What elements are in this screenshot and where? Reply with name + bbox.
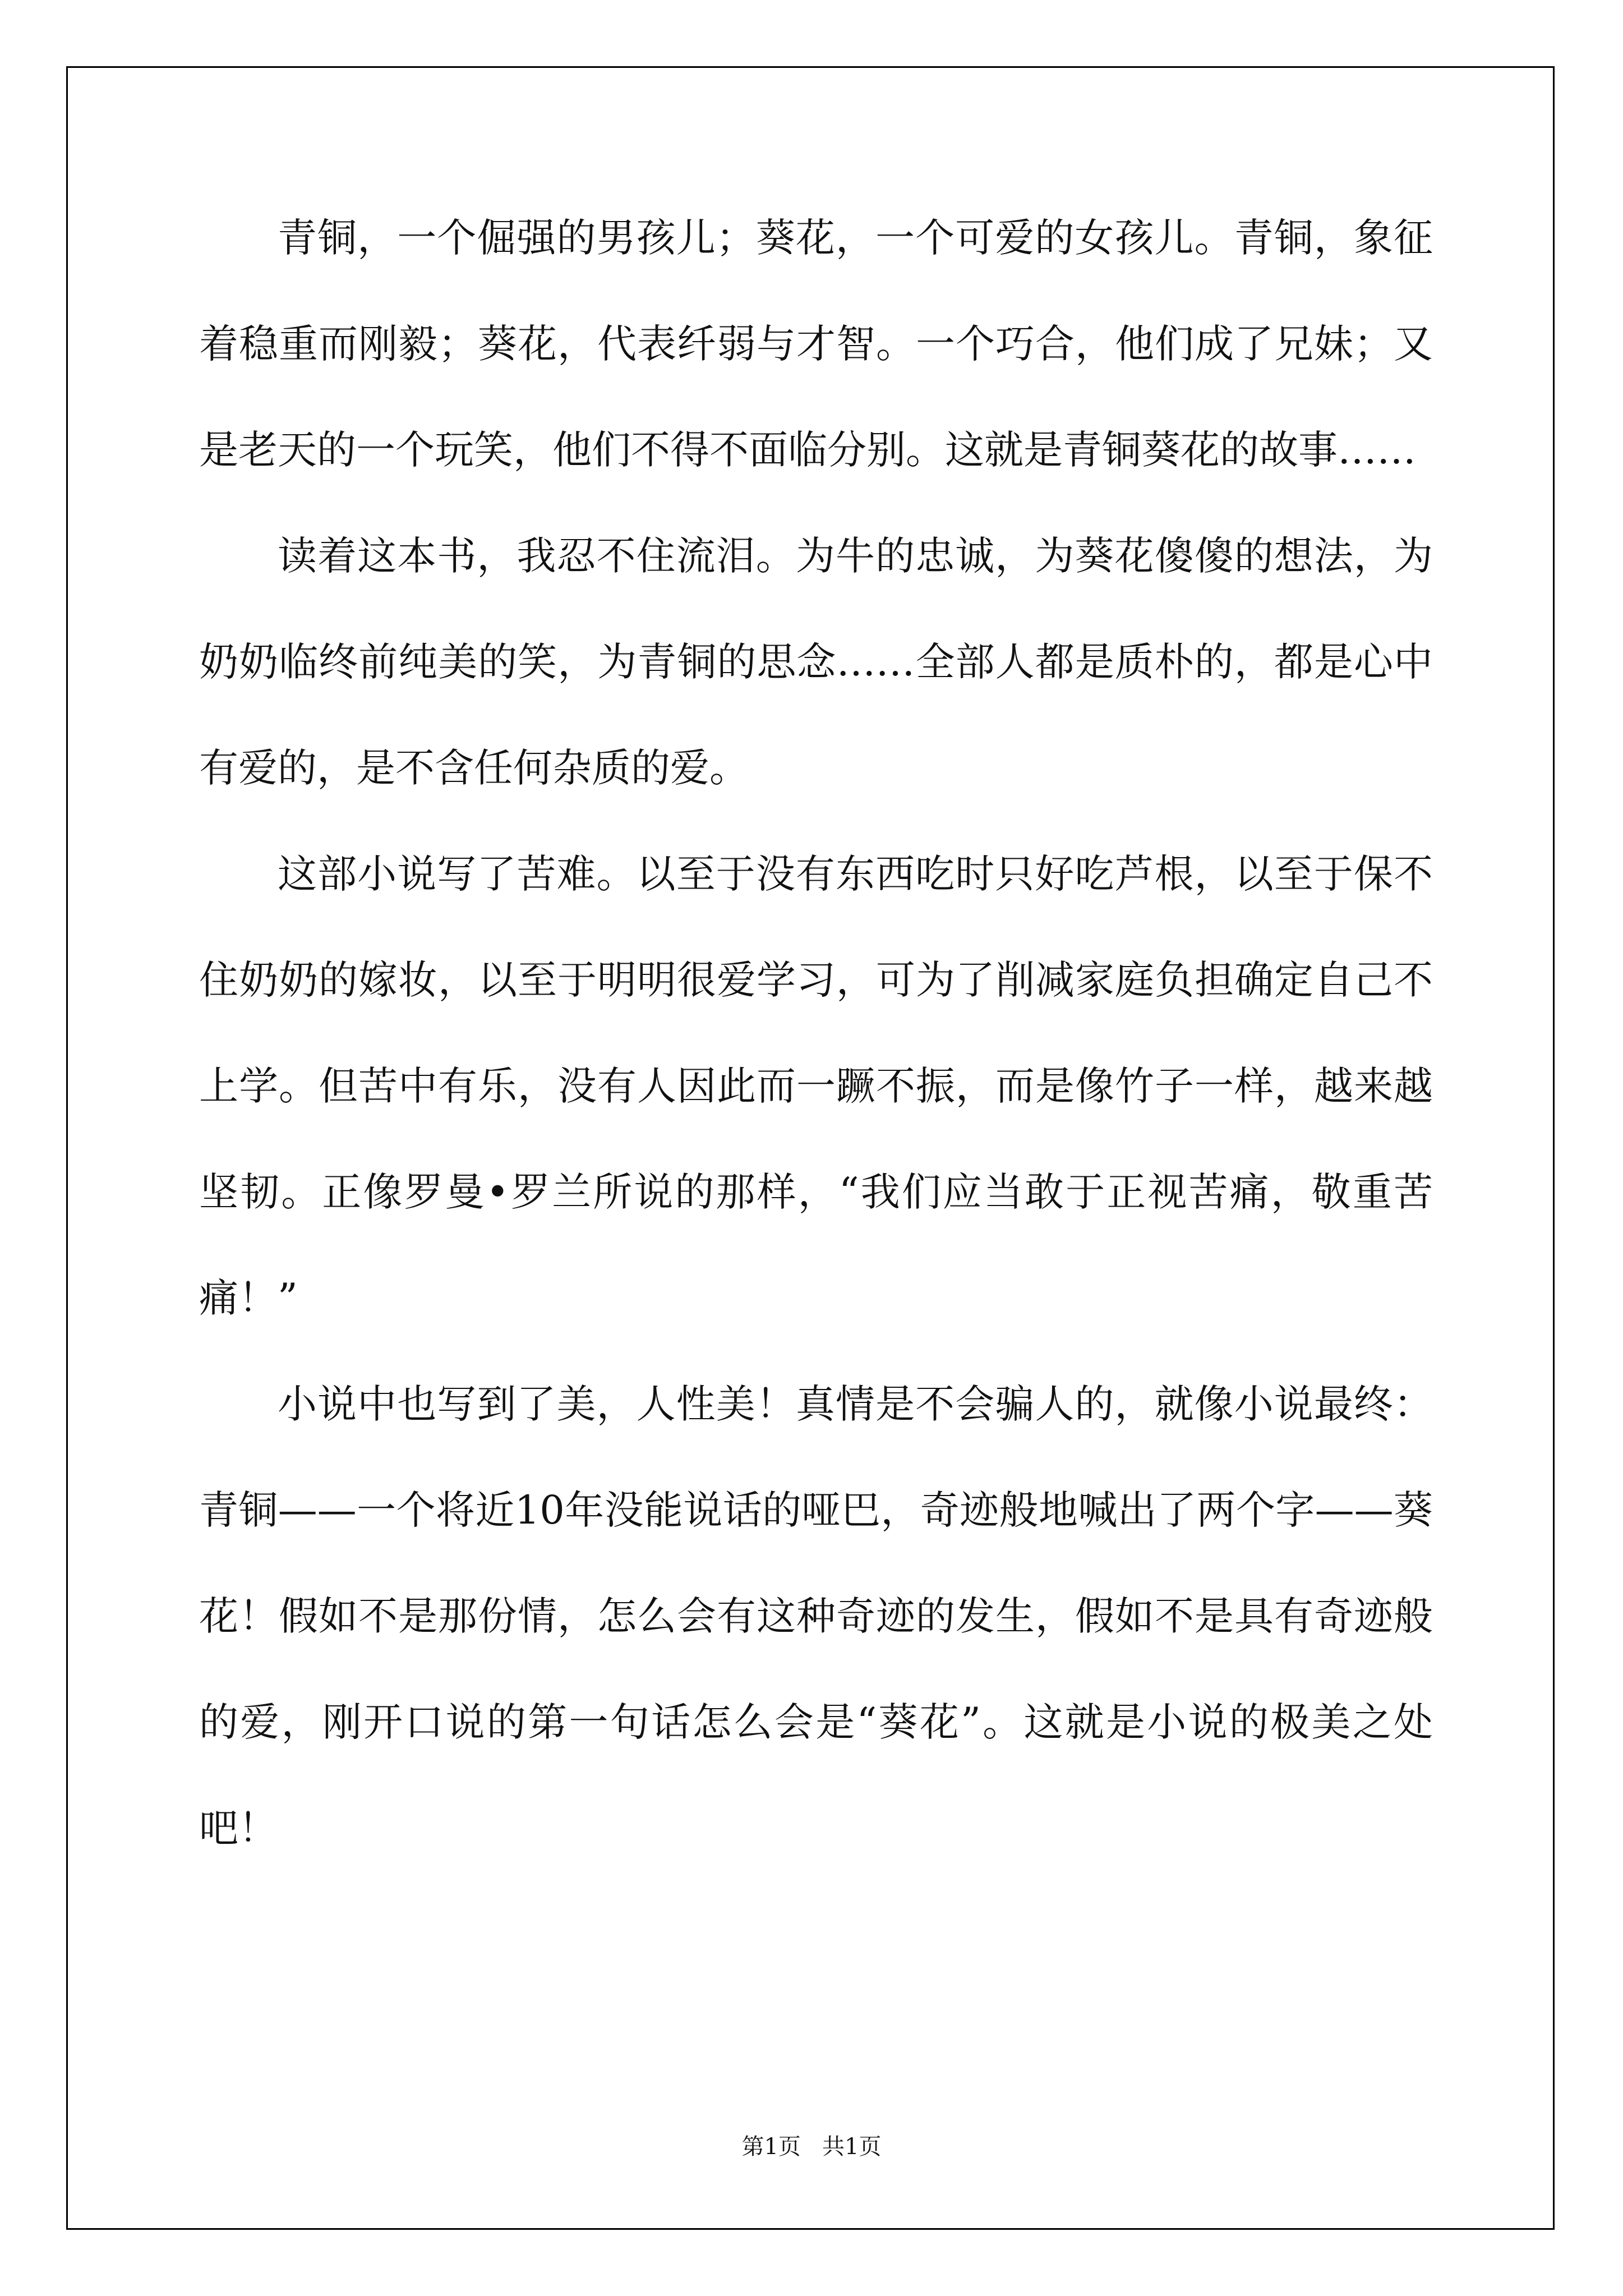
page-footer: 第1页 共1页: [741, 2134, 882, 2160]
paragraph-4: 小说中也写到了美，人性美！真情是不会骗人的，就像小说最终：青铜——一个将近10年没能说话的哑巴，奇迹般地喊出了两个字——葵花！假如不是那份情，怎么会有这种奇迹的发生，假如不是具有奇迹般的爱，刚开口说的第一句话怎么会是“葵花”。这就是小说的极美之处吧！: [199, 1381, 1433, 1851]
paragraph-1: 青铜，一个倔强的男孩儿；葵花，一个可爱的女孩儿。青铜，象征着稳重而刚毅；葵花，代表纤弱与才智。一个巧合，他们成了兄妹；又是老天的一个玩笑，他们不得不面临分别。这就是青铜葵花的故事……: [199, 215, 1433, 473]
paragraph-2: 读着这本书，我忍不住流泪。为牛的忠诚，为葵花傻傻的想法，为奶奶临终前纯美的笑，为青铜的思念……全部人都是质朴的，都是心中有爱的，是不含任何杂质的爱。: [199, 533, 1433, 791]
paragraph-3: 这部小说写了苦难。以至于没有东西吃时只好吃芦根，以至于保不住奶奶的嫁妆，以至于明明很爱学习，可为了削减家庭负担确定自己不上学。但苦中有乐，没有人因此而一蹶不振，而是像竹子一样，越来越坚韧。正像罗曼•罗兰所说的那样，“我们应当敢于正视苦痛，敬重苦痛！”: [199, 851, 1433, 1321]
document-body: [199, 185, 1433, 1881]
